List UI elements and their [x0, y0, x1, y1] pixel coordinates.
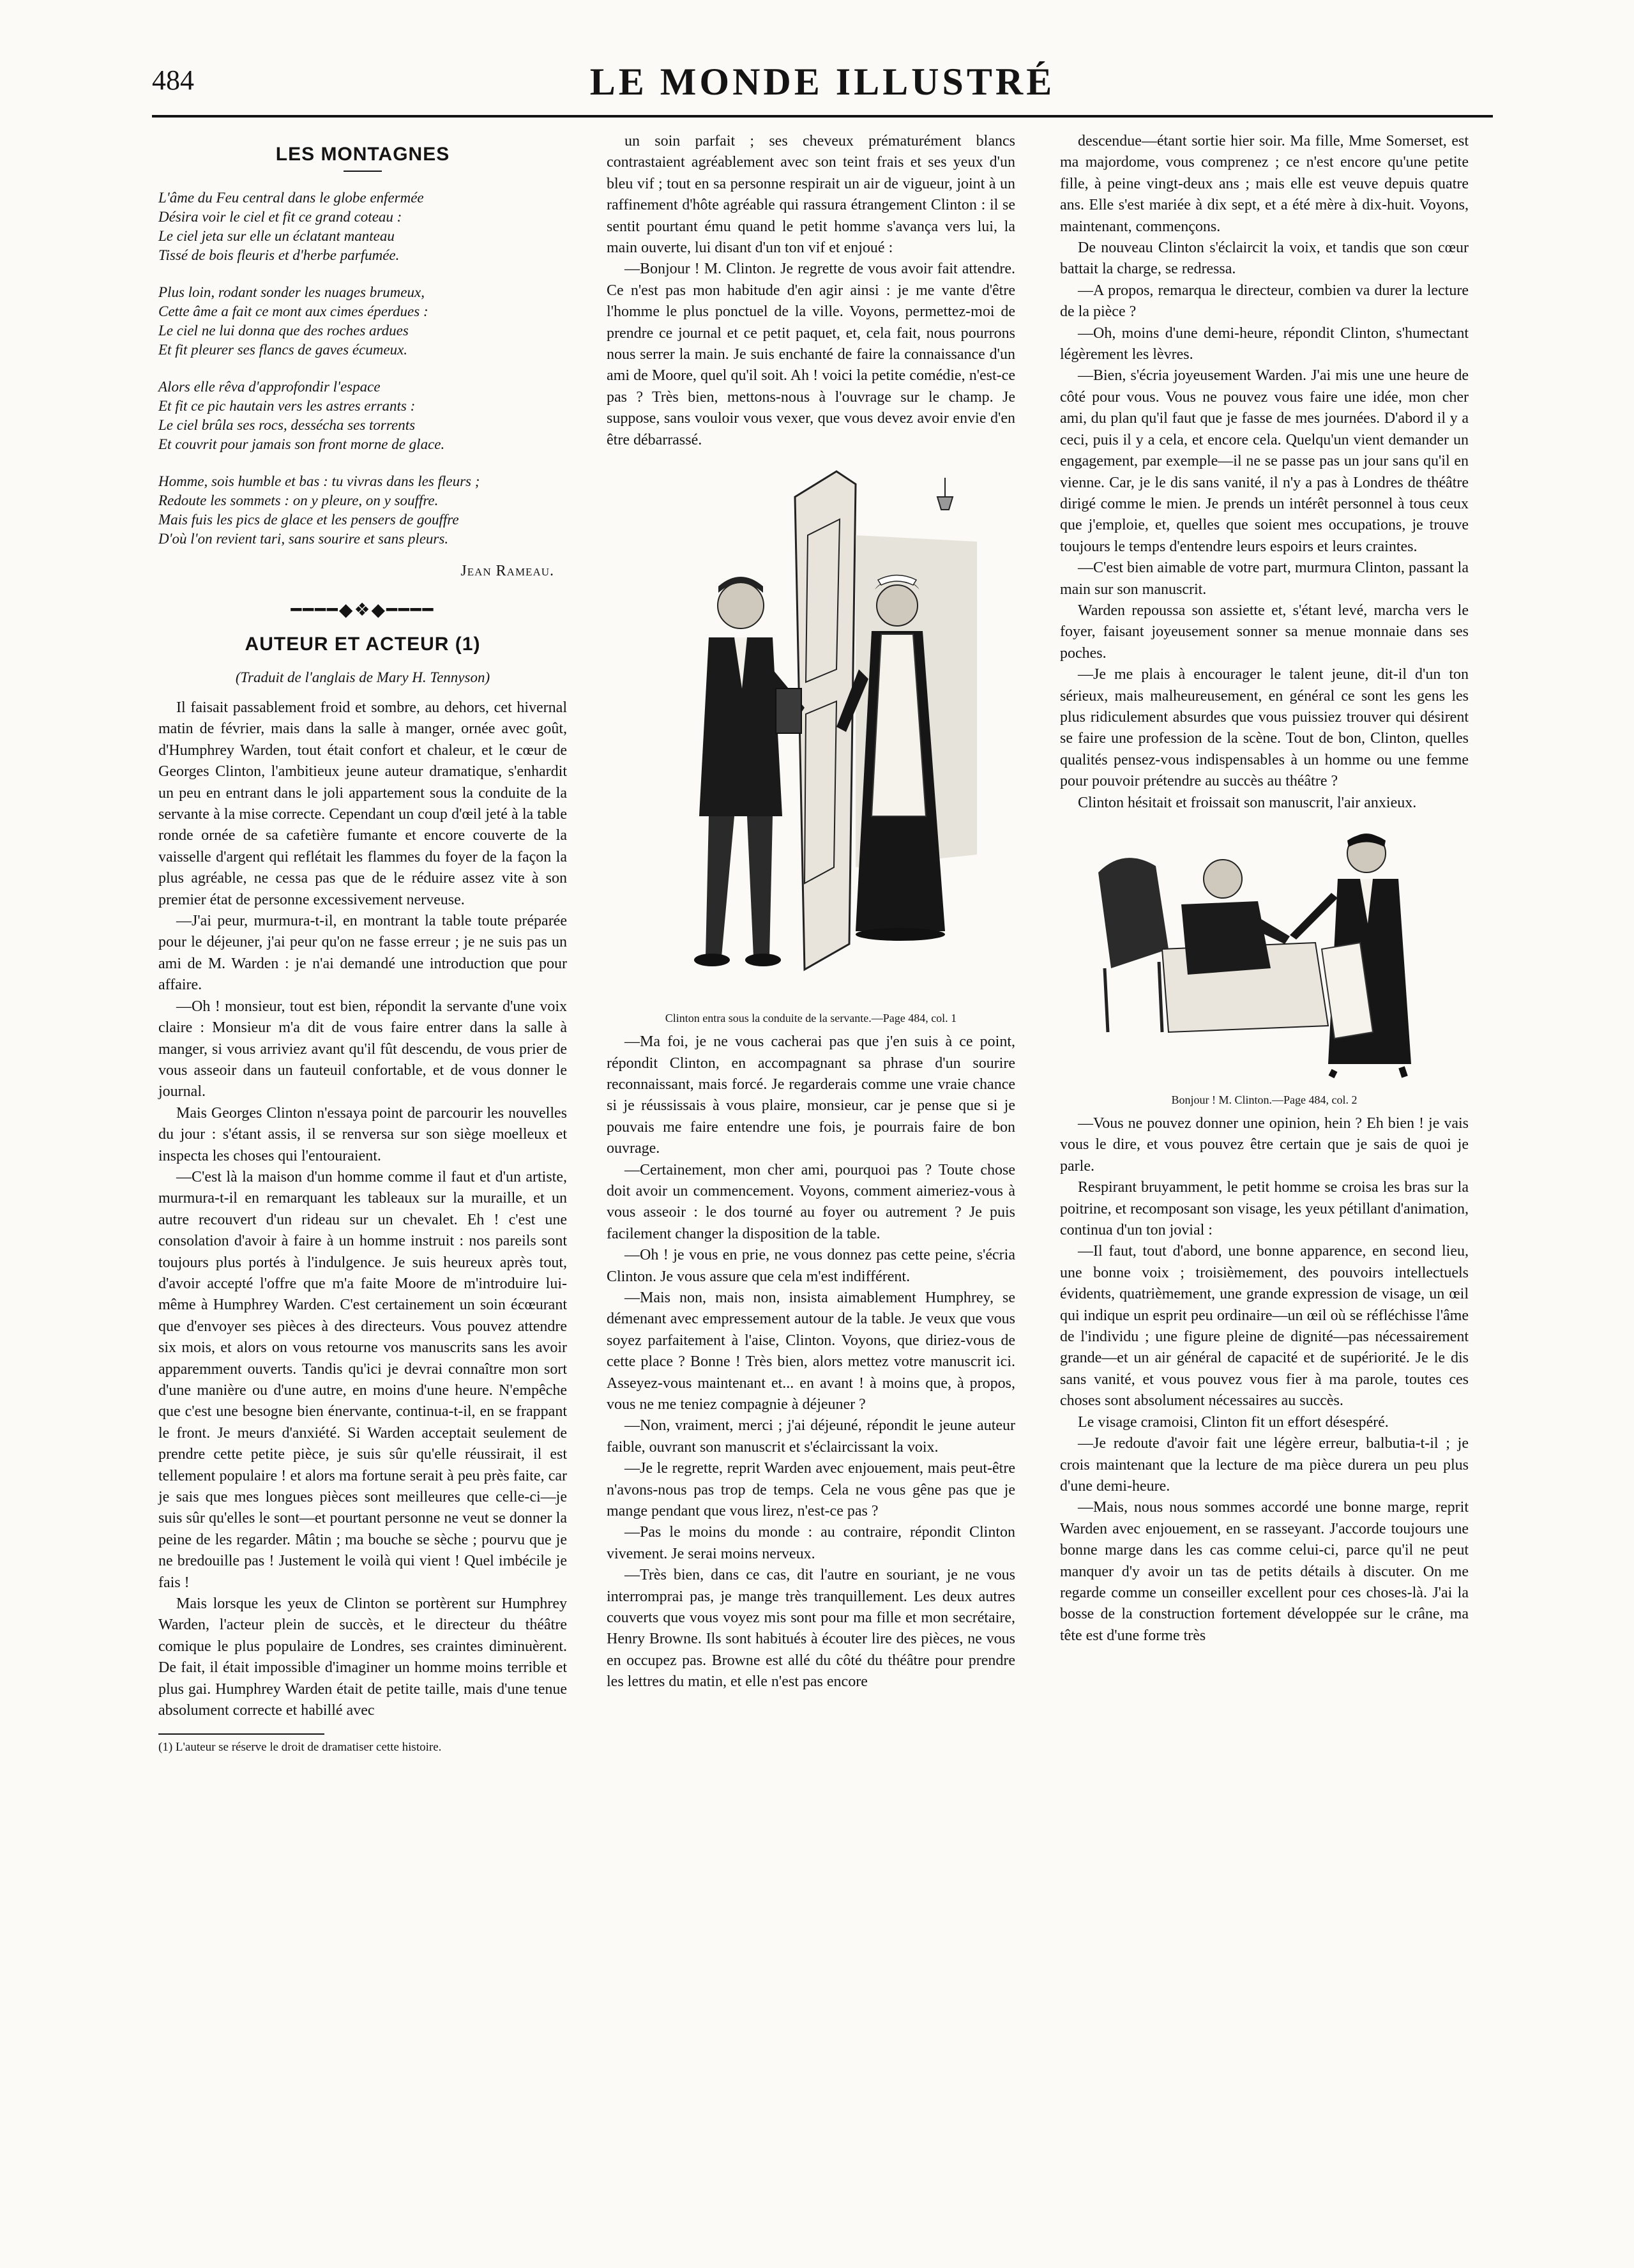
poem-stanza — [158, 472, 567, 549]
page-number: 484 — [152, 65, 194, 96]
poem-line: Plus loin, rodant sonder les nuages brumeux, — [158, 284, 425, 300]
poem-line: Et couvrit pour jamais son front morne de glace. — [158, 436, 445, 452]
poem-line: Alors elle rêva d'approfondir l'espace — [158, 379, 381, 395]
column-2 — [607, 131, 1015, 1693]
story-title: AUTEUR ET ACTEUR (1) — [245, 634, 481, 655]
paragraph: —Oh ! je vous en prie, ne vous donnez pas cette peine, s'écria Clinton. Je vous assure que cela m'est indifférent. — [607, 1247, 1015, 1285]
paragraph: —Mais, nous nous sommes accordé une bonne marge, reprit Warden avec enjouement, en se rasseyant. J'accorde toujours une bonne marge dans les cas comme celui-ci, parce qu'il ne peut manquer d'y avoir un tas de petits détails à discuter. On me regarde comme un conseiller excellent pour ces choses-là. J'ai la bosse de la construction fortement développée sur le crâne, ma tête est d'une forme très — [1060, 1499, 1469, 1644]
paragraph: un soin parfait ; ses cheveux prématurément blancs contrastaient agréablement avec son teint frais et ses yeux d'un bleu vif ; tout en sa personne respirait un air de vigueur, joint à un raffinement d'hôte agréable qui rassura étrangement Clinton : il se sentit pourtant ému quand le petit homme s'avança vers lui, la main ouverte, lui disant d'un ton vif et enjoué : — [607, 133, 1015, 257]
poem-line: Homme, sois humble et bas : tu vivras dans les fleurs ; — [158, 473, 480, 489]
paragraph: —Je me plais à encourager le talent jeune, dit-il d'un ton sérieux, mais malheureusement, en général ce sont les gens les plus ridiculement absurdes que vous puissiez trouver qui désirent se faire une profession de la scène. Tout de bon, Clinton, quelles qualités pensez-vous indispensables à un homme ou une femme pour pouvoir prétendre au succès au théâtre ? — [1060, 666, 1469, 790]
story-text-col2-top — [607, 131, 1015, 451]
paragraph: —Bien, s'écria joyeusement Warden. J'ai mis une une heure de côté pour vous. Vous ne pouvez vous faire une idée, mon cher ami, du plan qu'il faut que je fasse de mes journées. D'abord il y a ceci, puis il y a cela, et encore cela. Quelqu'un vient demander un engagement, par exemple—il ne se passe pas un jour sans qu'il en vienne. Car, je le dis sans vanité, il n'y a pas à Londres de théâtre dirigé comme le mien. Je prends un intérêt personnel à tous ceux que j'emploie, et, quelles que soient mes occupations, je trouve toujours le temps d'entendre leurs espoirs et leurs craintes. — [1060, 367, 1469, 555]
paragraph: —Pas le moins du monde : au contraire, répondit Clinton vivement. Je serai moins nerveux. — [607, 1524, 1015, 1562]
poem-line: Mais fuis les pics de glace et les pensers de gouffre — [158, 512, 459, 528]
story-text-col1 — [158, 697, 567, 1722]
poem-stanza — [158, 188, 567, 265]
paragraph: Mais lorsque les yeux de Clinton se portèrent sur Humphrey Warden, l'acteur plein de succès, et le directeur du théâtre comique le plus populaire de Londres, ses craintes diminuèrent. De fait, il était impossible d'imaginer un homme moins terrible et plus gai. Humphrey Warden était de petite taille, mais d'une tenue absolument correcte et habillé avec — [158, 1595, 567, 1719]
paragraph: Warden repoussa son assiette et, s'étant levé, marcha vers le foyer, faisant joyeusement sonner sa menue monnaie dans ses poches. — [1060, 602, 1469, 662]
footnote-rule — [158, 1733, 324, 1735]
column-3 — [1060, 131, 1469, 1647]
poem-line: Tissé de bois fleuris et d'herbe parfumée. — [158, 247, 400, 263]
poem-line: Redoute les sommets : on y pleure, on y souffre. — [158, 492, 439, 508]
paragraph: —J'ai peur, murmura-t-il, en montrant la table toute préparée pour le déjeuner, j'ai peur qu'on ne fasse erreur ; je ne suis pas un ami de M. Warden : je n'ai demandé une introduction que pour affaire. — [158, 913, 567, 994]
paragraph: —C'est bien aimable de votre part, murmura Clinton, passant la main sur son manuscrit. — [1060, 559, 1469, 598]
poem-line: Désira voir le ciel et fit ce grand coteau : — [158, 209, 402, 225]
paragraph: —Je le regrette, reprit Warden avec enjouement, mais peut-être n'avons-nous pas trop de temps. Cela ne vous gêne pas que je mange pendant que vous lirez, n'est-ce pas ? — [607, 1460, 1015, 1520]
illustration-1 — [607, 459, 1015, 1025]
illustration-2 — [1060, 821, 1469, 1107]
poem-line: Le ciel ne lui donna que des roches ardues — [158, 323, 409, 339]
paragraph: —Ma foi, je ne vous cacherai pas que j'en suis à ce point, répondit Clinton, en accompagnant sa phrase d'un sourire reconnaissant, mais forcé. Je regarderais comme une vraie chance si je réussissais à vous plaire, monsieur, car je pense que si je pouvais me faire entendre une fois, je pourrais faire de bon ouvrage. — [607, 1033, 1015, 1157]
story-text-col3-top — [1060, 131, 1469, 814]
paragraph: Respirant bruyamment, le petit homme se croisa les bras sur la poitrine, et recomposant son visage, les yeux pétillant d'animation, continua d'un ton jovial : — [1060, 1179, 1469, 1239]
poem-stanza — [158, 283, 567, 360]
page-header — [152, 61, 1493, 109]
paragraph: Mais Georges Clinton n'essaya point de parcourir les nouvelles du jour : s'étant assis, il se renversa sur son siège moelleux et inspecta les choses qui l'entouraient. — [158, 1104, 567, 1164]
poem-line: D'où l'on revient tari, sans sourire et sans pleurs. — [158, 531, 449, 547]
paragraph: —C'est là la maison d'un homme comme il faut et d'un artiste, murmura-t-il en remarquant les tableaux sur la muraille, et un autre recouvert d'un rideau sur un chevalet. Eh ! c'est une consolation d'avoir à faire à un homme instruit : nos pareils sont toujours plus portés à l'indulgence. Je suis heureux après tout, d'avoir accepté l'offre que m'a faite Moore de m'introduire lui-même à Humphrey Warden. C'est certainement un soin écœurant que d'envoyer ses pièces à des directeurs. Vous pouvez attendre six mois, et alors on vous retourne vos manuscrits sans les avoir apparemment ouverts. Tandis qu'ici je devrai connaître mon sort d'une manière ou d'une autre, en moins d'une heure. N'empêche que c'est une besogne bien énervante, continua-t-il, en se frappant le front. Je meurs d'anxiété. Si Warden acceptait seulement de prendre cette petite pièce, je suis sûr qu'elle réussirait, il est tellement populaire ! et alors ma fortune serait à peu près faite, car je sais que mes longues pièces sont meilleures que celle-ci—je suis sûr qu'elles le sont—et pourtant personne ne veut se donner la peine de les regarder. Mâtin ; ma bouche se sèche ; pourvu que je ne bredouille pas ! Justement le voilà qui vient ! Quel imbécile je fais ! — [158, 1168, 567, 1591]
poem-line: Le ciel jeta sur elle un éclatant manteau — [158, 228, 395, 244]
story-text-col3-bottom — [1060, 1113, 1469, 1647]
paragraph: —Oh ! monsieur, tout est bien, répondit la servante d'une voix claire : Monsieur m'a dit de vous faire entrer dans la salle à manger, si vous arriviez avant qu'il fût descendu, de vous prier de vous asseoir dans un fauteuil confortable, et de vous donner le journal. — [158, 998, 567, 1100]
paragraph: —Certainement, mon cher ami, pourquoi pas ? Toute chose doit avoir un commencement. Voyons, comment aimeriez-vous à vous asseoir : le dos tourné au foyer ou autrement ? Je puis facilement changer la disposition de la table. — [607, 1161, 1015, 1242]
story-subtitle: (Traduit de l'anglais de Mary H. Tennyson) — [235, 669, 490, 685]
ornament-divider: ━━━━◆❖◆━━━━ — [291, 600, 435, 620]
poem-stanza — [158, 377, 567, 454]
paragraph: —Je redoute d'avoir fait une légère erreur, balbutia-t-il ; je crois maintenant que la lecture de ma pièce durera un peu plus d'une demi-heure. — [1060, 1435, 1469, 1495]
paragraph: —Mais non, mais non, insista aimablement Humphrey, se démenant avec empressement autour de la table. Je veux que vous soyez parfaitement à l'aise, Clinton. Voyons, que diriez-vous de cette place ? Bonne ! Très bien, alors mettez votre manuscrit ici. Asseyez-vous maintenant et... en avant ! à moins que, à propos, vous ne me teniez compagnie à déjeuner ? — [607, 1289, 1015, 1413]
illustration-1-caption: Clinton entra sous la conduite de la servante.—Page 484, col. 1 — [665, 1012, 957, 1025]
poem-line: Cette âme a fait ce mont aux cimes éperdues : — [158, 303, 428, 319]
paragraph: Il faisait passablement froid et sombre, au dehors, cet hivernal matin de février, mais dans la salle à manger, ornée avec goût, d'Humphrey Warden, tout était confort et chaleur, et le cœur de Georges Clinton, l'ambitieux jeune auteur dramatique, s'enhardit un peu en entrant dans le joli appartement sous la conduite de la servante à la mise correcte. Cependant un coup d'œil jeté à la table ronde ornée de sa cafetière fumante et encore couverte de la vaisselle d'argent qui reflétait les flammes du foyer de la façon la plus agréable, ne cessa pas que de le réduire assez vite à son premier état de personne excessivement nerveuse. — [158, 699, 567, 908]
paragraph: —Oh, moins d'une demi-heure, répondit Clinton, s'humectant légèrement les lèvres. — [1060, 324, 1469, 363]
poem-line: Et fit ce pic hautain vers les astres errants : — [158, 398, 416, 414]
poem-title: LES MONTAGNES — [275, 144, 450, 165]
paragraph: Clinton hésitait et froissait son manuscrit, l'air anxieux. — [1078, 794, 1417, 811]
footnote: (1) L'auteur se réserve le droit de dramatiser cette histoire. — [158, 1740, 442, 1754]
paragraph: De nouveau Clinton s'éclaircit la voix, et tandis que son cœur battait la charge, se redressa. — [1060, 240, 1469, 278]
illustration-door-scene — [645, 459, 977, 1008]
paragraph: —Vous ne pouvez donner une opinion, hein ? Eh bien ! je vais vous le dire, et vous pouvez être certain que je sais de quoi je parle. — [1060, 1115, 1469, 1175]
poem-line: Le ciel brûla ses rocs, dessécha ses torrents — [158, 417, 416, 433]
journal-title: LE MONDE ILLUSTRÉ — [589, 61, 1055, 103]
paragraph: —Il faut, tout d'abord, une bonne apparence, en second lieu, une bonne voix ; troisièmement, des pouvoirs intellectuels évidents, quatrièmement, une grande expression de visage, un œil qui indique un esprit peu ordinaire—un œil où se réfléchisse l'âme de l'individu ; une figure pleine de dignité—pas nécessairement grande—et un air général de capacité et de supériorité. Je le dis sans vanité, et vous pouvez vous fier à ma parole, toutes ces choses sont absolument nécessaires au succès. — [1060, 1243, 1469, 1410]
illustration-2-caption: Bonjour ! M. Clinton.—Page 484, col. 2 — [1171, 1093, 1358, 1106]
paragraph: descendue—étant sortie hier soir. Ma fille, Mme Somerset, est ma majordome, vous comprenez ; ce n'est encore qu'une petite fille, à peine vingt-deux ans ; mais elle est veuve depuis quatre ans. Elle s'est mariée à dix sept, et a été mère à dix-huit. Voyons, maintenant, commençons. — [1060, 133, 1469, 235]
poem-line: Et fit pleurer ses flancs de gaves écumeux. — [158, 342, 408, 358]
poem-line: L'âme du Feu central dans le globe enfermée — [158, 190, 424, 206]
paragraph: —Très bien, dans ce cas, dit l'autre en souriant, je ne vous interromprai pas, je mange très tranquillement. Les deux autres couverts que vous voyez mis sont pour ma fille et mon secrétaire, Henry Browne. Ils sont habitués à écouter lire des pièces, ne vous en occupez pas. Browne est allé du côté du théâtre pour prendre les lettres du matin, et elle n'est pas encore — [607, 1567, 1015, 1691]
story-text-col2-bottom — [607, 1031, 1015, 1693]
poem — [158, 188, 567, 549]
paragraph: Le visage cramoisi, Clinton fit un effort désespéré. — [1078, 1413, 1389, 1431]
paragraph: —A propos, remarqua le directeur, combien va durer la lecture de la pièce ? — [1060, 282, 1469, 321]
paragraph: —Non, vraiment, merci ; j'ai déjeuné, répondit le jeune auteur faible, ouvrant son manuscrit et s'éclaircissant la voix. — [607, 1417, 1015, 1456]
header-rule — [152, 115, 1493, 118]
poem-author: Jean Rameau. — [460, 563, 554, 579]
title-rule — [344, 171, 382, 172]
illustration-handshake — [1086, 821, 1443, 1090]
paragraph: —Bonjour ! M. Clinton. Je regrette de vous avoir fait attendre. Ce n'est pas mon habitude d'en agir ainsi : je me vante d'être l'homme le plus ponctuel de la ville. Voyons, permettez-moi de prendre ce journal et ce petit paquet, et, cela fait, nous pourrons nous serrer la main. Je suis enchanté de faire la connaissance d'un ami de Moore, quel qu'il soit. Ah ! voici la petite comédie, n'est-ce pas ? Très bien, mettons-nous à l'ouvrage sur le champ. Je suppose, sans vouloir vous vexer, que vous devez avoir envie d'en être débarrassé. — [607, 261, 1015, 448]
column-1 — [158, 131, 567, 1755]
